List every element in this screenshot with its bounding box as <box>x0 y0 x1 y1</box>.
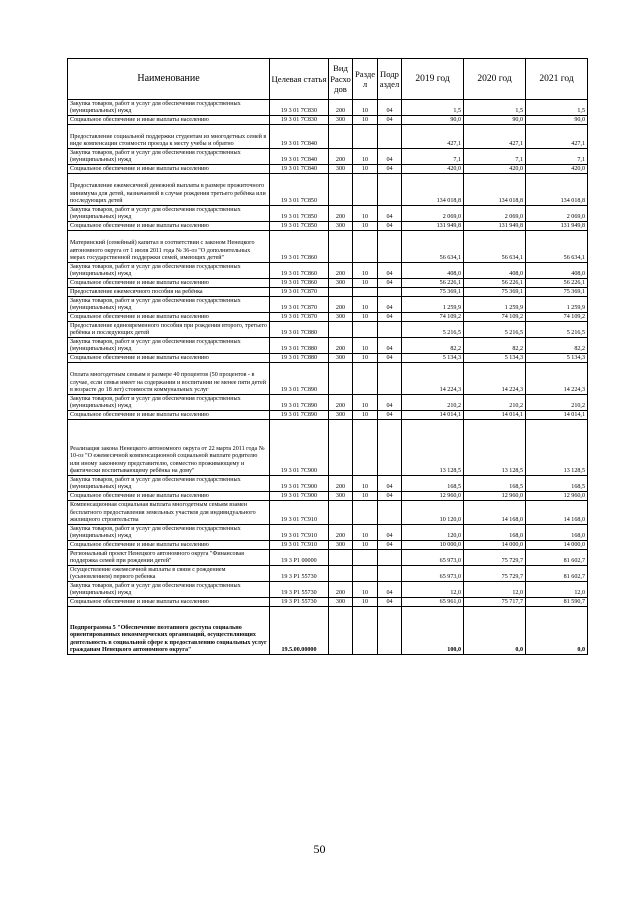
target-article: 19 3 01 7С870 <box>270 313 329 322</box>
subsection: 04 <box>378 116 402 125</box>
expense-type: 200 <box>329 476 353 492</box>
table-row <box>68 550 588 566</box>
target-article: 19 3 01 7С860 <box>270 231 329 263</box>
amount-2020: 14 014,1 <box>464 411 526 420</box>
expense-type <box>329 566 353 582</box>
amount-2021: 1 259,9 <box>526 297 588 313</box>
section: 10 <box>353 222 378 231</box>
expense-type: 200 <box>329 206 353 222</box>
section <box>353 607 378 655</box>
row-name: Закупка товаров, работ и услуг для обеспечения государственных (муниципальных) нужд <box>68 395 270 411</box>
subsection <box>378 501 402 525</box>
table-row <box>68 165 588 174</box>
table-row <box>68 363 588 395</box>
row-name: Осуществление ежемесячной выплаты в связи с рождением (усыновлением) первого ребенка <box>68 566 270 582</box>
header-expense-type: Вид Расхо дов <box>329 59 353 100</box>
section: 10 <box>353 149 378 165</box>
subsection <box>378 288 402 297</box>
subsection: 04 <box>378 598 402 607</box>
expense-type: 200 <box>329 263 353 279</box>
expense-type: 300 <box>329 116 353 125</box>
row-name: Предоставление единовременного пособия при рождении второго, третьего ребёнка и последующих детей <box>68 322 270 338</box>
amount-2021: 56 634,1 <box>526 231 588 263</box>
table-row <box>68 174 588 206</box>
amount-2021: 168,0 <box>526 525 588 541</box>
section <box>353 125 378 149</box>
subsection <box>378 420 402 476</box>
target-article: 19 3 01 7С900 <box>270 420 329 476</box>
row-name: Закупка товаров, работ и услуг для обеспечения государственных (муниципальных) нужд <box>68 206 270 222</box>
amount-2020: 14 224,3 <box>464 363 526 395</box>
amount-2020: 56 226,1 <box>464 279 526 288</box>
subsection <box>378 363 402 395</box>
section: 10 <box>353 116 378 125</box>
amount-2020: 5 216,5 <box>464 322 526 338</box>
expense-type: 300 <box>329 411 353 420</box>
table-row <box>68 313 588 322</box>
row-name: Социальное обеспечение и иные выплаты населению <box>68 116 270 125</box>
amount-2019: 90,0 <box>402 116 464 125</box>
subsection <box>378 125 402 149</box>
table-row <box>68 607 588 655</box>
section: 10 <box>353 582 378 598</box>
expense-type <box>329 231 353 263</box>
expense-type: 300 <box>329 313 353 322</box>
row-name: Закупка товаров, работ и услуг для обеспечения государственных (муниципальных) нужд <box>68 582 270 598</box>
target-article: 19 3 01 7С860 <box>270 263 329 279</box>
table-row <box>68 338 588 354</box>
subsection: 04 <box>378 476 402 492</box>
target-article: 19 3 P1 55730 <box>270 582 329 598</box>
amount-2021: 13 128,5 <box>526 420 588 476</box>
amount-2019: 1,5 <box>402 100 464 116</box>
table-row <box>68 288 588 297</box>
target-article: 19.5.00.00000 <box>270 607 329 655</box>
subsection: 04 <box>378 100 402 116</box>
table-row <box>68 525 588 541</box>
amount-2019: 131 949,8 <box>402 222 464 231</box>
section: 10 <box>353 354 378 363</box>
expense-type: 200 <box>329 525 353 541</box>
subsection <box>378 231 402 263</box>
row-name: Реализация закона Ненецкого автономного округа от 22 марта 2011 года № 10-оз "О ежемесячной компенсационной социальной выплате родителю или иному законному представителю, совместно проживающему и фактически воспитывающему ребёнка на дому" <box>68 420 270 476</box>
row-name: Закупка товаров, работ и услуг для обеспечения государственных (муниципальных) нужд <box>68 100 270 116</box>
budget-table <box>67 58 588 655</box>
amount-2021: 5 216,5 <box>526 322 588 338</box>
section <box>353 288 378 297</box>
row-name: Компенсационная социальная выплата многодетным семьям взамен бесплатного предоставления земельных участков для индивидуального жилищного строительства <box>68 501 270 525</box>
section: 10 <box>353 279 378 288</box>
table-row <box>68 125 588 149</box>
target-article: 19 3 01 7С850 <box>270 206 329 222</box>
amount-2020: 1 259,9 <box>464 297 526 313</box>
subsection: 04 <box>378 297 402 313</box>
amount-2021: 14 014,1 <box>526 411 588 420</box>
row-name: Закупка товаров, работ и услуг для обеспечения государственных (муниципальных) нужд <box>68 149 270 165</box>
table-row <box>68 541 588 550</box>
section <box>353 420 378 476</box>
row-name: Социальное обеспечение и иные выплаты населению <box>68 279 270 288</box>
amount-2020: 12,0 <box>464 582 526 598</box>
subsection: 04 <box>378 395 402 411</box>
amount-2021: 12,0 <box>526 582 588 598</box>
expense-type <box>329 550 353 566</box>
amount-2020: 75 729,7 <box>464 550 526 566</box>
amount-2021: 408,0 <box>526 263 588 279</box>
table-row <box>68 263 588 279</box>
section: 10 <box>353 100 378 116</box>
subsection: 04 <box>378 165 402 174</box>
amount-2019: 10 120,0 <box>402 501 464 525</box>
amount-2019: 12,0 <box>402 582 464 598</box>
expense-type: 200 <box>329 149 353 165</box>
amount-2020: 82,2 <box>464 338 526 354</box>
subsection: 04 <box>378 525 402 541</box>
expense-type: 300 <box>329 492 353 501</box>
row-name: Предоставление социальной поддержки студентам из многодетных семей в виде компенсации стоимости проезда к месту учебы и обратно <box>68 125 270 149</box>
amount-2019: 14 224,3 <box>402 363 464 395</box>
amount-2020: 134 018,8 <box>464 174 526 206</box>
subsection: 04 <box>378 279 402 288</box>
target-article: 19 3 01 7С830 <box>270 100 329 116</box>
target-article: 19 3 01 7С860 <box>270 279 329 288</box>
target-article: 19 3 01 7С910 <box>270 541 329 550</box>
section <box>353 322 378 338</box>
subsection <box>378 322 402 338</box>
section <box>353 550 378 566</box>
expense-type <box>329 420 353 476</box>
expense-type: 200 <box>329 338 353 354</box>
target-article: 19 3 01 7С890 <box>270 363 329 395</box>
target-article: 19 3 P1 00000 <box>270 550 329 566</box>
amount-2021: 81 590,7 <box>526 598 588 607</box>
target-article: 19 3 01 7С850 <box>270 222 329 231</box>
amount-2020: 75 717,7 <box>464 598 526 607</box>
section <box>353 501 378 525</box>
section: 10 <box>353 338 378 354</box>
header-target-article: Целевая статья <box>270 59 329 100</box>
amount-2021: 90,0 <box>526 116 588 125</box>
amount-2021: 81 602,7 <box>526 550 588 566</box>
amount-2019: 168,5 <box>402 476 464 492</box>
amount-2021: 0,0 <box>526 607 588 655</box>
amount-2020: 74 109,2 <box>464 313 526 322</box>
amount-2021: 74 109,2 <box>526 313 588 322</box>
expense-type <box>329 174 353 206</box>
expense-type: 200 <box>329 582 353 598</box>
row-name: Закупка товаров, работ и услуг для обеспечения государственных (муниципальных) нужд <box>68 525 270 541</box>
amount-2020: 1,5 <box>464 100 526 116</box>
expense-type: 300 <box>329 541 353 550</box>
target-article: 19 3 01 7С880 <box>270 322 329 338</box>
row-name: Социальное обеспечение и иные выплаты населению <box>68 354 270 363</box>
amount-2019: 134 018,8 <box>402 174 464 206</box>
amount-2019: 5 134,3 <box>402 354 464 363</box>
section: 10 <box>353 297 378 313</box>
table-row <box>68 492 588 501</box>
amount-2020: 14 000,0 <box>464 541 526 550</box>
amount-2019: 10 000,0 <box>402 541 464 550</box>
row-name: Предоставление ежемесячного пособия на ребёнка <box>68 288 270 297</box>
table-row <box>68 476 588 492</box>
amount-2019: 56 634,1 <box>402 231 464 263</box>
header-subsection: Подр аздел <box>378 59 402 100</box>
amount-2020: 5 134,3 <box>464 354 526 363</box>
row-name: Социальное обеспечение и иные выплаты населению <box>68 411 270 420</box>
amount-2019: 56 226,1 <box>402 279 464 288</box>
table-row <box>68 566 588 582</box>
amount-2019: 82,2 <box>402 338 464 354</box>
section: 10 <box>353 206 378 222</box>
amount-2021: 75 369,1 <box>526 288 588 297</box>
amount-2021: 7,1 <box>526 149 588 165</box>
amount-2019: 210,2 <box>402 395 464 411</box>
amount-2020: 420,0 <box>464 165 526 174</box>
amount-2019: 100,0 <box>402 607 464 655</box>
amount-2021: 427,1 <box>526 125 588 149</box>
section <box>353 566 378 582</box>
expense-type: 300 <box>329 598 353 607</box>
amount-2021: 56 226,1 <box>526 279 588 288</box>
expense-type: 300 <box>329 354 353 363</box>
amount-2020: 168,5 <box>464 476 526 492</box>
amount-2019: 408,0 <box>402 263 464 279</box>
row-name: Социальное обеспечение и иные выплаты населению <box>68 541 270 550</box>
section <box>353 174 378 206</box>
subsection: 04 <box>378 313 402 322</box>
amount-2021: 5 134,3 <box>526 354 588 363</box>
table-row <box>68 297 588 313</box>
row-name: Социальное обеспечение и иные выплаты населению <box>68 598 270 607</box>
amount-2020: 210,2 <box>464 395 526 411</box>
table-row <box>68 100 588 116</box>
amount-2019: 12 960,0 <box>402 492 464 501</box>
table-row <box>68 598 588 607</box>
target-article: 19 3 P1 55730 <box>270 566 329 582</box>
amount-2019: 13 128,5 <box>402 420 464 476</box>
target-article: 19 3 01 7С870 <box>270 297 329 313</box>
amount-2019: 5 216,5 <box>402 322 464 338</box>
amount-2021: 14 224,3 <box>526 363 588 395</box>
amount-2021: 1,5 <box>526 100 588 116</box>
subsection <box>378 174 402 206</box>
target-article: 19 3 01 7С850 <box>270 174 329 206</box>
row-name: Материнский (семейный) капитал в соответствии с законом Ненецкого автономного округа от 1 июля 2011 года № 36-оз "О дополнительных мерах государственной поддержки семей, имеющих детей" <box>68 231 270 263</box>
section: 10 <box>353 395 378 411</box>
row-name: Закупка товаров, работ и услуг для обеспечения государственных (муниципальных) нужд <box>68 297 270 313</box>
target-article: 19 3 01 7С870 <box>270 288 329 297</box>
section <box>353 363 378 395</box>
target-article: 19 3 01 7С900 <box>270 492 329 501</box>
row-name: Оплата многодетным семьям в размере 40 процентов (50 процентов - в случае, если семья имеет на содержании и воспитании не менее пяти детей в возрасте до 18 лет) стоимости коммунальных услуг <box>68 363 270 395</box>
section: 10 <box>353 411 378 420</box>
row-name: Закупка товаров, работ и услуг для обеспечения государственных (муниципальных) нужд <box>68 338 270 354</box>
expense-type: 200 <box>329 297 353 313</box>
expense-type <box>329 288 353 297</box>
section: 10 <box>353 313 378 322</box>
target-article: 19 3 01 7С840 <box>270 149 329 165</box>
section: 10 <box>353 598 378 607</box>
expense-type: 200 <box>329 395 353 411</box>
amount-2019: 1 259,9 <box>402 297 464 313</box>
table-row <box>68 222 588 231</box>
amount-2020: 14 168,0 <box>464 501 526 525</box>
row-name: Социальное обеспечение и иные выплаты населению <box>68 313 270 322</box>
row-name: Социальное обеспечение и иные выплаты населению <box>68 222 270 231</box>
expense-type: 200 <box>329 100 353 116</box>
amount-2021: 14 168,0 <box>526 501 588 525</box>
subsection: 04 <box>378 354 402 363</box>
amount-2019: 7,1 <box>402 149 464 165</box>
table-row <box>68 501 588 525</box>
section <box>353 231 378 263</box>
amount-2020: 427,1 <box>464 125 526 149</box>
table-row <box>68 149 588 165</box>
subsection <box>378 566 402 582</box>
expense-type <box>329 322 353 338</box>
subsection: 04 <box>378 149 402 165</box>
subsection: 04 <box>378 411 402 420</box>
amount-2019: 14 014,1 <box>402 411 464 420</box>
amount-2021: 131 949,8 <box>526 222 588 231</box>
subsection: 04 <box>378 206 402 222</box>
amount-2021: 12 960,0 <box>526 492 588 501</box>
subsection: 04 <box>378 492 402 501</box>
amount-2021: 134 018,8 <box>526 174 588 206</box>
section: 10 <box>353 476 378 492</box>
target-article: 19 3 01 7С900 <box>270 476 329 492</box>
section: 10 <box>353 525 378 541</box>
amount-2019: 2 069,0 <box>402 206 464 222</box>
amount-2021: 81 602,7 <box>526 566 588 582</box>
amount-2020: 12 960,0 <box>464 492 526 501</box>
header-year-2019: 2019 год <box>402 59 464 100</box>
table-row <box>68 420 588 476</box>
amount-2020: 408,0 <box>464 263 526 279</box>
table-header-row <box>68 59 588 100</box>
amount-2020: 13 128,5 <box>464 420 526 476</box>
header-year-2020: 2020 год <box>464 59 526 100</box>
amount-2020: 7,1 <box>464 149 526 165</box>
subsection: 04 <box>378 541 402 550</box>
subsection: 04 <box>378 263 402 279</box>
amount-2020: 2 069,0 <box>464 206 526 222</box>
amount-2020: 56 634,1 <box>464 231 526 263</box>
page-number: 50 <box>313 842 326 856</box>
amount-2019: 120,0 <box>402 525 464 541</box>
amount-2019: 65 973,0 <box>402 550 464 566</box>
amount-2021: 168,5 <box>526 476 588 492</box>
subsection <box>378 607 402 655</box>
table-row <box>68 279 588 288</box>
target-article: 19 3 01 7С830 <box>270 116 329 125</box>
amount-2020: 90,0 <box>464 116 526 125</box>
target-article: 19 3 01 7С840 <box>270 125 329 149</box>
subsection: 04 <box>378 338 402 354</box>
table-row <box>68 231 588 263</box>
row-name: Региональный проект Ненецкого автономного округа "Финансовая поддержка семей при рождении детей" <box>68 550 270 566</box>
header-name: Наименование <box>68 59 270 100</box>
row-name: Закупка товаров, работ и услуг для обеспечения государственных (муниципальных) нужд <box>68 476 270 492</box>
section: 10 <box>353 263 378 279</box>
section: 10 <box>353 541 378 550</box>
amount-2021: 82,2 <box>526 338 588 354</box>
subsection: 04 <box>378 582 402 598</box>
amount-2020: 75 729,7 <box>464 566 526 582</box>
header-year-2021: 2021 год <box>526 59 588 100</box>
row-name: Подпрограмма 5 "Обеспечение поэтапного доступа социально ориентированных некоммерческих организаций, осуществляющих деятельность в социальной сфере к предоставлению социальных услуг гражданам Ненецкого автономного округа" <box>68 607 270 655</box>
table-body <box>68 100 588 655</box>
section: 10 <box>353 492 378 501</box>
target-article: 19 3 01 7С880 <box>270 354 329 363</box>
amount-2021: 14 000,0 <box>526 541 588 550</box>
amount-2020: 168,0 <box>464 525 526 541</box>
expense-type <box>329 607 353 655</box>
expense-type: 300 <box>329 222 353 231</box>
amount-2020: 75 369,1 <box>464 288 526 297</box>
target-article: 19 3 01 7С910 <box>270 501 329 525</box>
amount-2019: 74 109,2 <box>402 313 464 322</box>
expense-type: 300 <box>329 165 353 174</box>
row-name: Социальное обеспечение и иные выплаты населению <box>68 492 270 501</box>
expense-type: 300 <box>329 279 353 288</box>
table-row <box>68 206 588 222</box>
table-row <box>68 582 588 598</box>
section: 10 <box>353 165 378 174</box>
amount-2019: 65 961,0 <box>402 598 464 607</box>
amount-2019: 75 369,1 <box>402 288 464 297</box>
amount-2020: 131 949,8 <box>464 222 526 231</box>
amount-2021: 210,2 <box>526 395 588 411</box>
target-article: 19 3 01 7С890 <box>270 395 329 411</box>
amount-2019: 427,1 <box>402 125 464 149</box>
header-section: Разде л <box>353 59 378 100</box>
expense-type <box>329 501 353 525</box>
amount-2020: 0,0 <box>464 607 526 655</box>
row-name: Предоставление ежемесячной денежной выплаты в размере прожиточного минимума для детей, назначаемой в случае рождения третьего ребёнка или последующих детей <box>68 174 270 206</box>
row-name: Закупка товаров, работ и услуг для обеспечения государственных (муниципальных) нужд <box>68 263 270 279</box>
amount-2021: 420,0 <box>526 165 588 174</box>
target-article: 19 3 01 7С910 <box>270 525 329 541</box>
target-article: 19 3 P1 55730 <box>270 598 329 607</box>
table-row <box>68 322 588 338</box>
target-article: 19 3 01 7С840 <box>270 165 329 174</box>
amount-2019: 65 973,0 <box>402 566 464 582</box>
table-row <box>68 411 588 420</box>
row-name: Социальное обеспечение и иные выплаты населению <box>68 165 270 174</box>
subsection: 04 <box>378 222 402 231</box>
expense-type <box>329 363 353 395</box>
expense-type <box>329 125 353 149</box>
subsection <box>378 550 402 566</box>
table-row <box>68 354 588 363</box>
table-row <box>68 395 588 411</box>
target-article: 19 3 01 7С880 <box>270 338 329 354</box>
amount-2021: 2 069,0 <box>526 206 588 222</box>
table-row <box>68 116 588 125</box>
amount-2019: 420,0 <box>402 165 464 174</box>
target-article: 19 3 01 7С890 <box>270 411 329 420</box>
